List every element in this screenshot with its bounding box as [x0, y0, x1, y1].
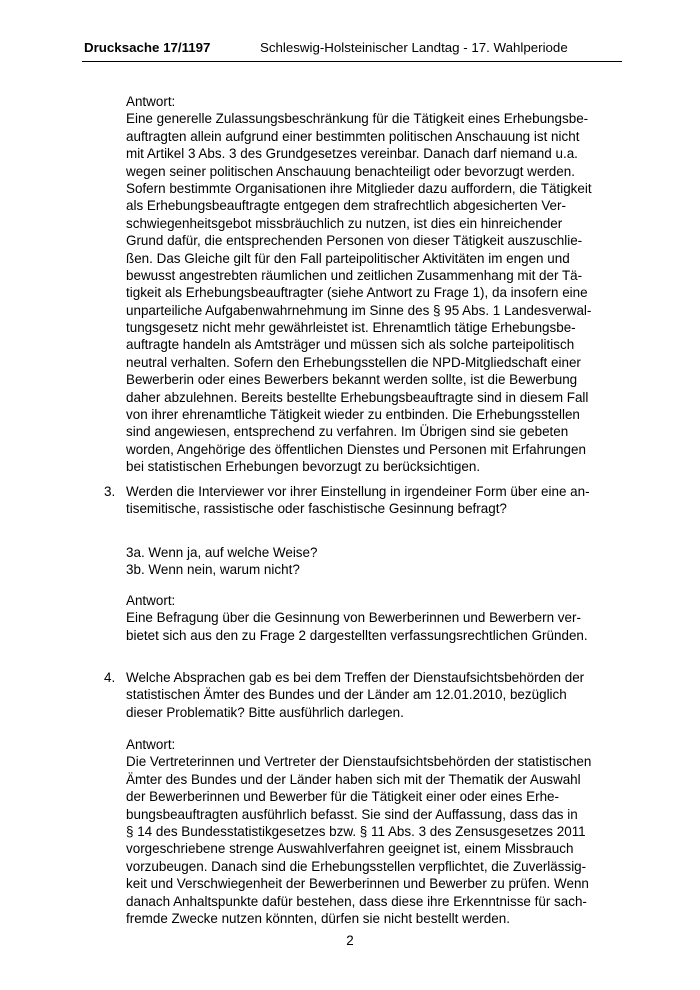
question-line: Welche Absprachen gab es bei dem Treffen der Dienstaufsichtsbehörden der — [126, 670, 585, 685]
question-3-subquestions — [126, 544, 622, 579]
question-number: 3. — [104, 484, 116, 499]
question-line: tisemitische, rassistische oder faschistische Gesinnung befragt? — [126, 501, 507, 517]
answer-line: wegen seiner politischen Anschauung benachteiligt oder bevorzugt werden. — [126, 163, 575, 179]
document-number: Drucksache 17/1197 — [84, 40, 211, 55]
answer-line: mit Artikel 3 Abs. 3 des Grundgesetzes vereinbar. Danach darf niemand u.a. — [126, 146, 578, 162]
answer-label: Antwort: — [126, 737, 176, 752]
answer-line: bietet sich aus den zu Frage 2 dargestellten verfassungsrechtlichen Gründen. — [126, 627, 588, 643]
question-number: 4. — [104, 670, 116, 685]
answer-line: worden, Angehörige des öffentlichen Dienstes und Personen mit Erfahrungen — [126, 441, 586, 457]
answer-line: tigkeit als Erhebungsbeauftragter (siehe Antwort zu Frage 1), da insofern eine — [126, 285, 588, 301]
answer-line: Grund dafür, die entsprechenden Personen von dieser Tätigkeit auszuschlie- — [126, 233, 583, 249]
answer-line: Die Vertreterinnen und Vertreter der Dienstaufsichtsbehörden der statistischen — [126, 754, 592, 770]
question-text — [126, 483, 624, 518]
answer-line: Ämter des Bundes und der Länder haben sich mit der Thematik der Auswahl — [126, 771, 581, 787]
answer-line: als Erhebungsbeauftragte entgegen dem strafrechtlich abgesicherten Ver- — [126, 198, 566, 214]
answer-line: bungsbeauftragten ausführlich befasst. Sie sind der Auffassung, dass das in — [126, 806, 578, 822]
question-text — [126, 669, 624, 721]
answer-line: unparteiliche Aufgabenwahrnehmung im Sinne des § 95 Abs. 1 Landesverwal- — [126, 302, 592, 318]
answer-line: vorgeschriebene strenge Auswahlverfahren geeignet ist, einem Missbrauch — [126, 841, 574, 857]
answer-3 — [126, 592, 622, 644]
answer-label: Antwort: — [126, 94, 176, 109]
answer-line: bewusst angestrebten räumlichen und zeitlichen Zusammenhang mit der Tä- — [126, 267, 583, 283]
answer-line: Bewerberin oder eines Bewerbers bekannt werden sollte, ist die Bewerbung — [126, 372, 578, 388]
answer-line: daher abzulehnen. Bereits bestellte Erhebungsbeauftragte sind in diesem Fall — [126, 389, 589, 405]
answer-line: von ihrer ehrenamtliche Tätigkeit wieder zu entbinden. Die Erhebungsstellen — [126, 407, 580, 423]
answer-line: auftragte handeln als Amtsträger und müssen sich als solche parteipolitisch — [126, 337, 575, 353]
answer-line: danach Anhaltspunkte dafür bestehen, dass diese ihre Erkenntnisse für sach- — [126, 893, 587, 909]
answer-line: sind angewiesen, entsprechend zu verfahren. Im Übrigen sind sie gebeten — [126, 424, 569, 440]
answer-line: ßen. Das Gleiche gilt für den Fall parteipolitischer Aktivitäten im engen und — [126, 250, 570, 266]
subquestion-3a: 3a. Wenn ja, auf welche Weise? — [126, 545, 318, 560]
question-line: statistischen Ämter des Bundes und der Länder am 12.01.2010, bezüglich — [126, 687, 567, 703]
answer-line: der Bewerberinnen und Bewerber für die Tätigkeit einer oder eines Erhe- — [126, 789, 559, 805]
page-header — [82, 37, 622, 62]
question-line: Werden die Interviewer vor ihrer Einstellung in irgendeiner Form über eine an- — [126, 484, 590, 499]
answer-line: vorzubeugen. Danach sind die Erhebungsstellen verpflichtet, die Zuverlässig- — [126, 858, 587, 874]
answer-line: § 14 des Bundesstatistikgesetzes bzw. § 11 Abs. 3 des Zensusgesetzes 2011 — [126, 823, 586, 839]
answer-line: schwiegenheitsgebot missbräuchlich zu nutzen, ist dies ein hinreichender — [126, 215, 563, 231]
answer-line: Sofern bestimmte Organisationen ihre Mitglieder dazu auffordern, die Tätigkeit — [126, 180, 592, 196]
answer-line: neutral verhalten. Sofern den Erhebungsstellen die NPD-Mitgliedschaft einer — [126, 354, 581, 370]
page-number: 2 — [346, 933, 354, 948]
answer-line: Eine generelle Zulassungsbeschränkung für die Tätigkeit eines Erhebungsbe- — [126, 111, 589, 127]
parliament-title: Schleswig-Holsteinischer Landtag - 17. Wahlperiode — [260, 40, 568, 55]
answer-line: bei statistischen Erhebungen bevorzugt zu berücksichtigen. — [126, 459, 481, 475]
answer-line: auftragten allein aufgrund einer bestimmten politischen Anschauung ist nicht — [126, 128, 580, 144]
answer-line: fremde Zwecke nutzen könnten, dürfen sie nicht bestellt werden. — [126, 910, 510, 926]
answer-line: Eine Befragung über die Gesinnung von Bewerberinnen und Bewerbern ver- — [126, 610, 581, 626]
question-line: dieser Problematik? Bitte ausführlich darlegen. — [126, 704, 404, 720]
answer-line: tungsgesetz nicht mehr gewährleistet ist. Ehrenamtlich tätige Erhebungsbe- — [126, 320, 576, 336]
answer-label: Antwort: — [126, 593, 176, 608]
answer-4 — [126, 736, 622, 927]
answer-line: keit und Verschwiegenheit der Bewerberinnen und Bewerber zu prüfen. Wenn — [126, 876, 589, 892]
answer-2 — [126, 93, 622, 476]
subquestion-3b: 3b. Wenn nein, warum nicht? — [126, 562, 300, 578]
